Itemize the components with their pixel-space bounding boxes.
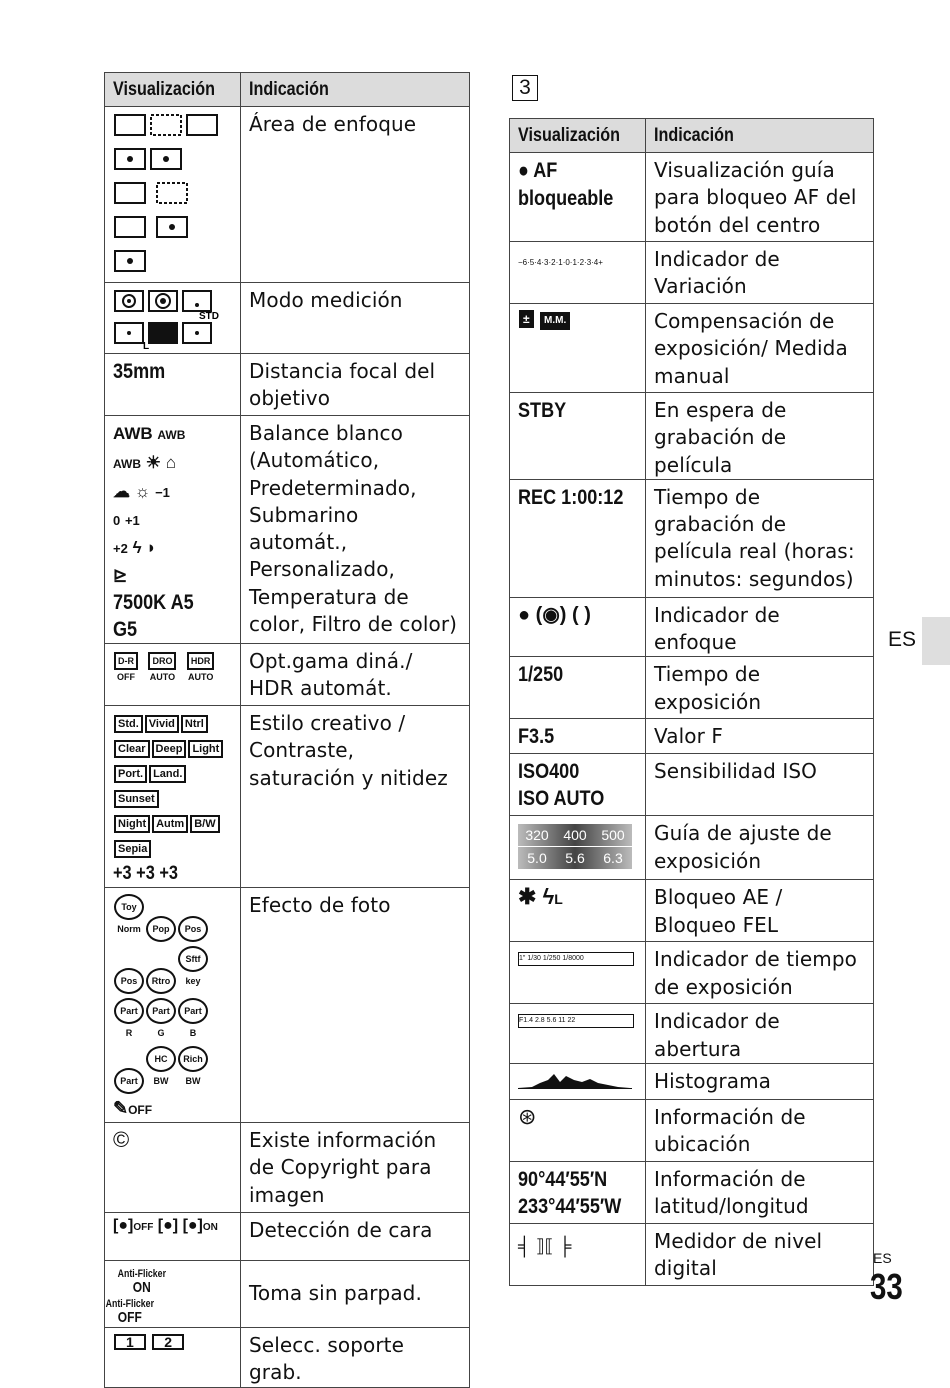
indication: Indicador de abertura	[646, 1004, 874, 1064]
anti-flicker-off: OFF	[117, 1309, 142, 1326]
style-sepia: Sepia	[114, 840, 151, 858]
col-indicacion: Indicación	[241, 73, 470, 107]
style-adjust-values: +3 +3 +3	[113, 863, 178, 884]
location-icon: ⊛	[518, 1104, 537, 1130]
awb-label: AWB	[113, 424, 153, 443]
focus-ring-open-icon: ( )	[572, 603, 591, 626]
white-balance-icons	[105, 416, 241, 644]
table-row	[510, 657, 874, 719]
shutter-scale-indicator	[510, 942, 646, 1004]
dro-icon: DRO	[148, 652, 176, 670]
style-ntrl: Ntrl	[181, 715, 208, 733]
indication: Modo medición	[241, 283, 470, 354]
table-row	[105, 1328, 470, 1388]
table-row	[510, 1224, 874, 1286]
face-detection-icons	[105, 1213, 241, 1261]
table-row	[510, 304, 874, 393]
effect-part-r: Part R	[114, 998, 144, 1024]
page-number: 33	[870, 1266, 903, 1307]
creative-style-icons	[105, 706, 241, 888]
anti-flicker-icons	[105, 1261, 241, 1328]
dro-icons	[105, 644, 241, 706]
custom-wb-icon: ⊵	[113, 566, 128, 585]
metering-mode-icons	[105, 283, 241, 354]
iso-sensitivity	[510, 754, 646, 816]
indication: Tiempo de grabación de película real (horas: minutos: segundos)	[646, 479, 874, 597]
table-row	[510, 153, 874, 242]
table-row	[510, 479, 874, 597]
style-port: Port.	[114, 765, 147, 783]
exposure-guide	[510, 816, 646, 880]
style-bw: B/W	[190, 815, 219, 833]
effect-richbw: Rich BW	[178, 1046, 208, 1072]
left-table	[104, 72, 470, 1388]
section-number: 3	[512, 75, 538, 101]
ae-lock-icon: ✱	[518, 884, 537, 910]
digital-level-icon: ╡ ⟧⟦ ╞	[518, 1236, 572, 1257]
l-label: L	[143, 341, 150, 349]
anti-flicker-on-label: Anti-Flicker	[117, 1268, 166, 1280]
hdr-auto: AUTO	[187, 672, 214, 682]
footer-language: ES	[873, 1250, 892, 1266]
color-temp-value: 7500K A5 G5	[113, 591, 194, 641]
table-row	[105, 644, 470, 706]
fluorescent-0: 0	[113, 513, 121, 528]
f-value	[510, 719, 646, 754]
exposure-guide-value: 320	[525, 827, 549, 844]
manual-metering-icon: M.M.	[540, 312, 570, 330]
indication: Indicador de enfoque	[646, 597, 874, 657]
face-off-label: OFF	[133, 1222, 154, 1233]
indication: Efecto de foto	[241, 888, 470, 1123]
table-row	[105, 416, 470, 644]
style-light: Light	[188, 740, 223, 758]
histogram-icon	[518, 1070, 632, 1090]
table-row	[105, 1213, 470, 1261]
variation-scale: −6·5·4·3·2·1·0·1·2·3·4+	[518, 258, 603, 267]
indication: Existe información de Copyright para imagen	[241, 1123, 470, 1213]
exposure-comp-icons	[510, 304, 646, 393]
table-row	[510, 1064, 874, 1100]
style-std: Std.	[114, 715, 143, 733]
side-tab	[922, 617, 950, 665]
effect-toy: Toy Norm	[114, 894, 144, 920]
face-on-icon: [●]	[182, 1217, 203, 1234]
awb-underwater-icon: AWB	[113, 457, 141, 471]
indication: Opt.gama diná./ HDR automát.	[241, 644, 470, 706]
effect-pos-2: Pos	[114, 968, 144, 994]
table-row	[510, 242, 874, 304]
focus-area-icon	[113, 111, 233, 276]
style-land: Land.	[149, 765, 186, 783]
effect-pop: Pop	[146, 916, 176, 942]
table-row	[510, 719, 874, 754]
effect-hcbw: HC BW	[146, 1046, 176, 1072]
stby-label: STBY	[518, 399, 567, 422]
table-row	[510, 816, 874, 880]
effect-part-b: Part B	[178, 998, 208, 1024]
indication: Histograma	[646, 1064, 874, 1100]
table-row	[105, 706, 470, 888]
bulb-icon: ☼	[134, 482, 151, 501]
effect-pos: Pos	[178, 916, 208, 942]
media-slot-2: 2	[152, 1334, 184, 1350]
af-lock-label: ● AF bloqueable	[518, 159, 614, 210]
fluorescent-p1: +1	[124, 513, 140, 528]
iso-value: ISO400	[518, 760, 580, 784]
indication: Toma sin parpad.	[241, 1261, 470, 1328]
flash-wb-icon: ϟ	[132, 538, 142, 557]
exposure-guide-value: 6.3	[603, 850, 623, 867]
longitude-value: 233°44′55′W	[518, 1195, 622, 1219]
exposure-guide-value: 400	[563, 827, 587, 844]
exposure-guide-value: 5.0	[527, 850, 547, 867]
anti-flicker-on: ON	[132, 1279, 151, 1296]
table-row	[510, 597, 874, 657]
indication: Detección de cara	[241, 1213, 470, 1261]
effect-off-icon: ✎	[113, 1098, 129, 1118]
style-sunset: Sunset	[114, 790, 159, 808]
indication: Visualización guía para bloqueo AF del botón del centro	[646, 153, 874, 242]
table-row	[510, 1100, 874, 1162]
table-row	[510, 754, 874, 816]
effect-off-label: OFF	[128, 1103, 153, 1117]
style-deep: Deep	[152, 740, 187, 758]
effect-rtro: Rtro	[146, 968, 176, 994]
media-icons	[105, 1328, 241, 1388]
right-table	[509, 118, 874, 1286]
focus-ring-icon: (◉)	[535, 603, 567, 626]
table-row	[510, 1162, 874, 1224]
table-row	[510, 880, 874, 942]
style-clear: Clear	[114, 740, 150, 758]
indication: En espera de grabación de película	[646, 393, 874, 480]
indication: Medidor de nivel digital	[646, 1224, 874, 1286]
col-indicacion: Indicación	[646, 119, 874, 153]
focus-dot-icon: ●	[518, 603, 531, 626]
std-label: STD	[199, 311, 219, 322]
indication: Guía de ajuste de exposición	[646, 816, 874, 880]
indication: Indicador de tiempo de exposición	[646, 942, 874, 1004]
sun-icon: ☀	[145, 453, 161, 472]
table-row	[105, 888, 470, 1123]
media-slot-1: 1	[114, 1334, 146, 1350]
fluorescent-p2: +2	[113, 541, 128, 556]
dr-off: OFF	[117, 672, 135, 682]
indication: Balance blanco (Automático, Predeterminado, Submarino automát., Personalizado, Temperatura de color, Filtro de color)	[241, 416, 470, 644]
cloud-icon: ☁	[113, 482, 130, 501]
indication: Selecc. soporte grab.	[241, 1328, 470, 1388]
fish-icon: ◗	[146, 538, 157, 557]
digital-level	[510, 1224, 646, 1286]
histogram	[510, 1064, 646, 1100]
face-reg-icon: [●]	[157, 1217, 179, 1234]
copyright-icon: ©	[105, 1123, 241, 1213]
indication: Valor F	[646, 719, 874, 754]
table-row	[105, 283, 470, 354]
col-visualizacion: Visualización	[105, 73, 241, 107]
iso-auto: ISO AUTO	[518, 787, 605, 811]
indication: Compensación de exposición/ Medida manual	[646, 304, 874, 393]
style-vivid: Vivid	[145, 715, 179, 733]
shade-icon: ⌂	[165, 453, 176, 472]
focal-length-value: 35mm	[113, 360, 166, 383]
rec-time-label: REC 1:00:12	[518, 485, 624, 509]
fluorescent-m1: −1	[155, 485, 170, 500]
exposure-comp-icon: ±	[519, 310, 534, 328]
indication: Información de ubicación	[646, 1100, 874, 1162]
exposure-guide-value: 5.6	[565, 850, 585, 867]
fel-lock-icon: ϟL	[542, 884, 563, 910]
lat-long	[510, 1162, 646, 1224]
table-header	[510, 119, 874, 153]
col-visualizacion: Visualización	[510, 119, 646, 153]
style-night: Night	[114, 815, 150, 833]
latitude-value: 90°44′55′N	[518, 1168, 608, 1192]
indication: Bloqueo AE / Bloqueo FEL	[646, 880, 874, 942]
variation-indicator	[510, 242, 646, 304]
ae-lock-icons	[510, 880, 646, 942]
face-on-label: ON	[202, 1222, 218, 1233]
table-row	[105, 1123, 470, 1213]
f-value-label: F3.5	[518, 725, 555, 749]
table-header	[105, 73, 470, 107]
dr-icon: D-R	[114, 652, 138, 670]
indication: Tiempo de exposición	[646, 657, 874, 719]
indication: Indicador de Variación	[646, 242, 874, 304]
metering-icon	[113, 287, 228, 349]
indication: Estilo creativo / Contraste, saturación y nitidez	[241, 706, 470, 888]
location-info	[510, 1100, 646, 1162]
table-row	[510, 942, 874, 1004]
exposure-guide-value: 500	[601, 827, 625, 844]
style-autm: Autm	[152, 815, 188, 833]
indication: Información de latitud/longitud	[646, 1162, 874, 1224]
shutter-speed-value: 1/250	[518, 663, 564, 687]
shutter-scale: 1" 1/30 1/250 1/8000	[519, 955, 584, 963]
indication: Distancia focal del objetivo	[241, 354, 470, 416]
table-row	[510, 393, 874, 480]
effect-sftkey: Sftf key	[178, 946, 208, 972]
aperture-scale-indicator	[510, 1004, 646, 1064]
effect-part: Part	[114, 1068, 144, 1094]
focus-area-icons	[105, 107, 241, 283]
focal-length	[105, 354, 241, 416]
anti-flicker-off-label: Anti-Flicker	[105, 1298, 154, 1310]
effect-part-g: Part G	[146, 998, 176, 1024]
standby	[510, 393, 646, 480]
table-row	[105, 107, 470, 283]
table-row	[510, 1004, 874, 1064]
side-language-label: ES	[888, 628, 917, 651]
aperture-scale: F1.4 2.8 5.6 11 22	[519, 1017, 576, 1025]
table-row	[105, 1261, 470, 1328]
dro-auto: AUTO	[149, 672, 176, 682]
hdr-icon: HDR	[187, 652, 215, 670]
focus-indicator-icons	[510, 597, 646, 657]
table-row	[105, 354, 470, 416]
af-lock-guide	[510, 153, 646, 242]
picture-effect-icons	[105, 888, 241, 1123]
indication: Sensibilidad ISO	[646, 754, 874, 816]
rec-time	[510, 479, 646, 597]
shutter-speed	[510, 657, 646, 719]
indication: Área de enfoque	[241, 107, 470, 283]
face-off-icon: [●]	[113, 1217, 134, 1234]
awb-auto-icon: AWB	[157, 428, 186, 442]
